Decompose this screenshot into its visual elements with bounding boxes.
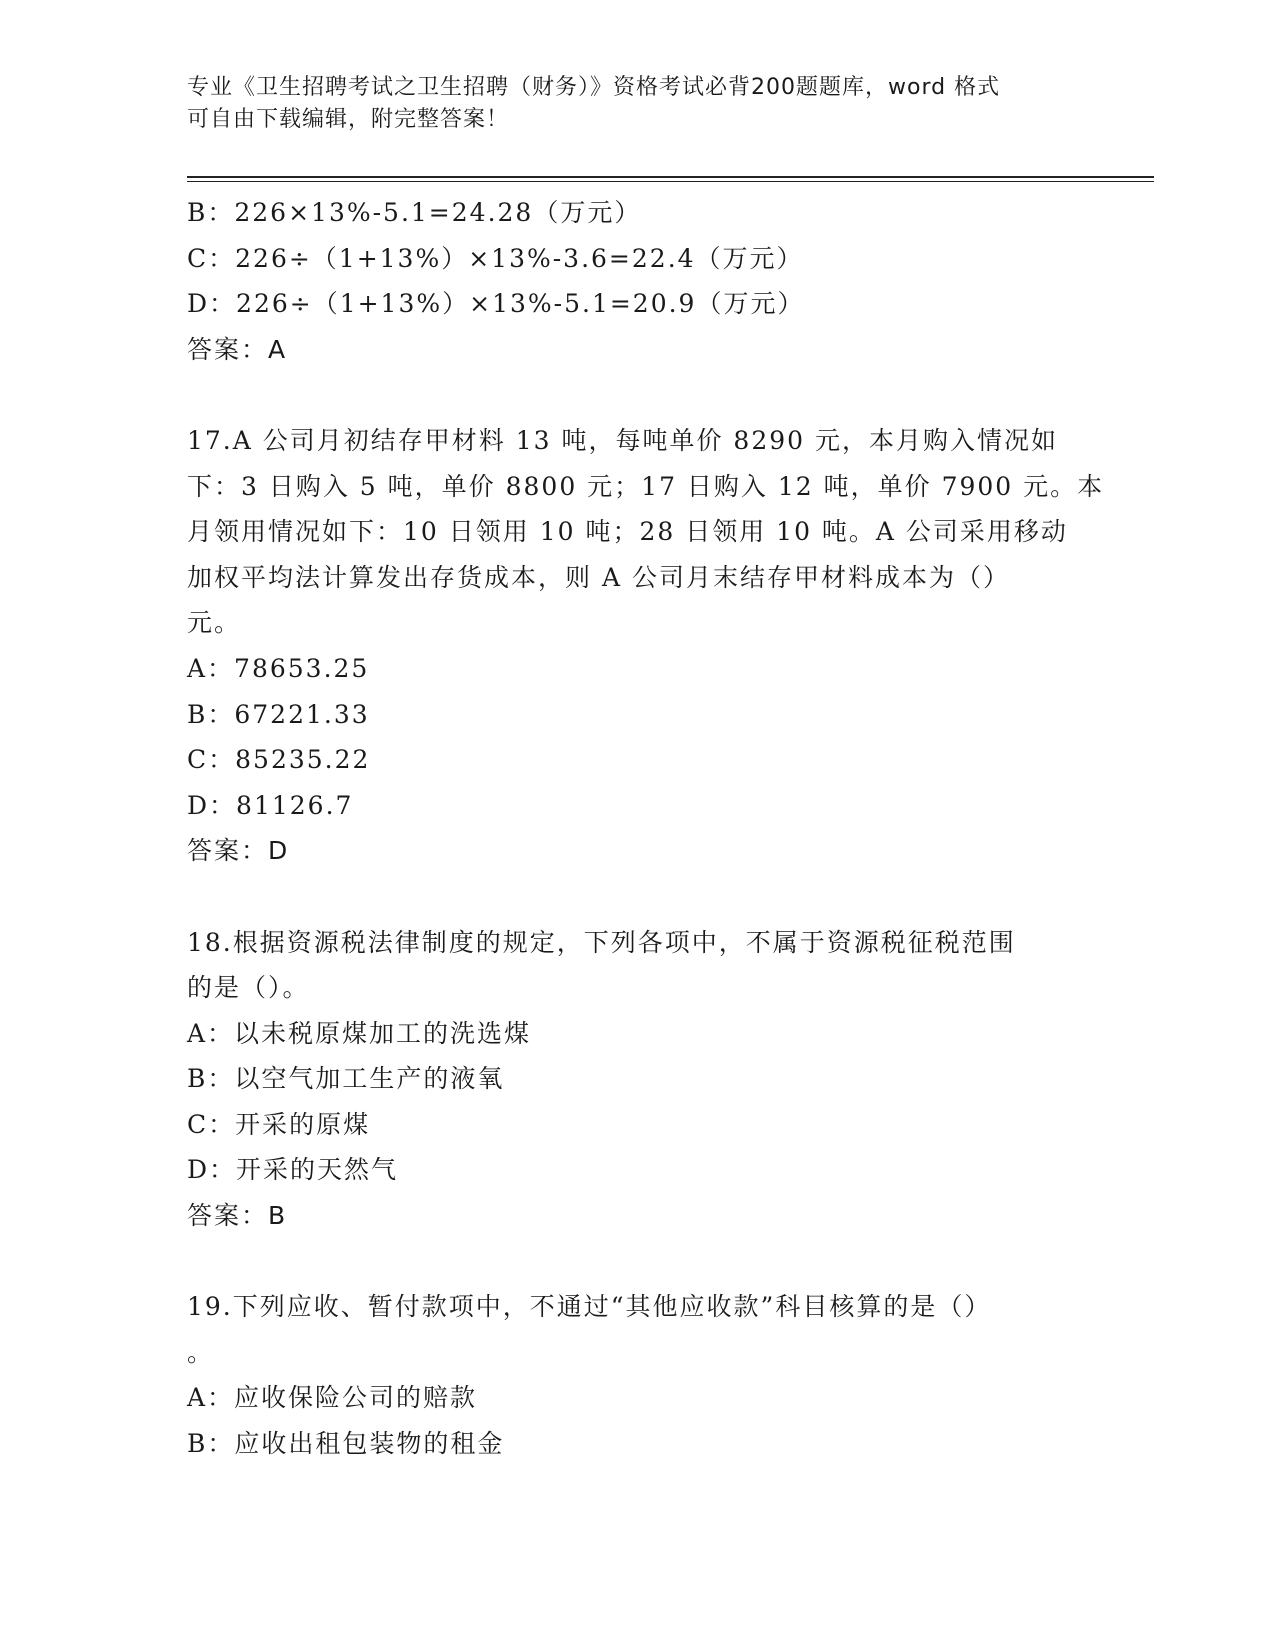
answer-line: 答案：D: [187, 836, 290, 866]
question-stem-line: 的是（）。: [187, 973, 310, 1003]
question-stem-line: 元。: [187, 608, 242, 638]
option-d: D：开采的天然气: [187, 1155, 399, 1185]
document-header: [187, 72, 1067, 136]
question-18: [187, 920, 1087, 1239]
header-title-line-2: 可自由下载编辑，附完整答案！: [187, 107, 510, 132]
option-d: D：226÷（1+13%）×13%-5.1=20.9（万元）: [187, 289, 805, 319]
question-stem-line: 17.A 公司月初结存甲材料 13 吨，每吨单价 8290 元，本月购入情况如: [187, 425, 1058, 455]
question-stem-line: 19.下列应收、暂付款项中，不通过“其他应收款”科目核算的是（）: [187, 1292, 992, 1322]
header-divider-thick: [187, 176, 1154, 178]
question-stem-line: 18.根据资源税法律制度的规定，下列各项中，不属于资源税征税范围: [187, 927, 1016, 957]
question-stem-line: 。: [187, 1337, 215, 1367]
option-b: B：67221.33: [187, 699, 370, 729]
question-19: [187, 1284, 1087, 1466]
question-stem-line: 加权平均法计算发出存货成本，则 A 公司月末结存甲材料成本为（）: [187, 562, 1010, 592]
spacer: [187, 372, 1087, 418]
header-divider-thin: [187, 181, 1154, 182]
spacer: [187, 1239, 1087, 1285]
option-c: C：85235.22: [187, 745, 371, 775]
option-c: C：226÷（1+13%）×13%-3.6=22.4（万元）: [187, 243, 804, 273]
option-a: A：78653.25: [187, 653, 370, 683]
option-b: B：226×13%-5.1=24.28（万元）: [187, 198, 642, 227]
option-c: C：开采的原煤: [187, 1109, 371, 1139]
option-b: B：以空气加工生产的液氧: [187, 1064, 505, 1094]
document-body: [187, 190, 1105, 1467]
question-17: [187, 418, 1105, 874]
option-a: A：应收保险公司的赔款: [187, 1383, 478, 1413]
answer-line: 答案：A: [187, 334, 288, 364]
option-d: D：81126.7: [187, 790, 354, 820]
question-stem-line: 下：3 日购入 5 吨，单价 8800 元；17 日购入 12 吨，单价 7900 元。本: [187, 471, 1105, 501]
question-stem-line: 月领用情况如下：10 日领用 10 吨；28 日领用 10 吨。A 公司采用移动: [187, 517, 1068, 547]
spacer: [187, 874, 1087, 920]
option-b: B：应收出租包装物的租金: [187, 1429, 505, 1459]
answer-line: 答案：B: [187, 1201, 288, 1231]
option-a: A：以未税原煤加工的洗选煤: [187, 1018, 532, 1048]
header-title-line-1: 专业《卫生招聘考试之卫生招聘（财务）》资格考试必背200题题库，word 格式: [187, 75, 1001, 100]
question-16-continuation: [187, 190, 1087, 372]
